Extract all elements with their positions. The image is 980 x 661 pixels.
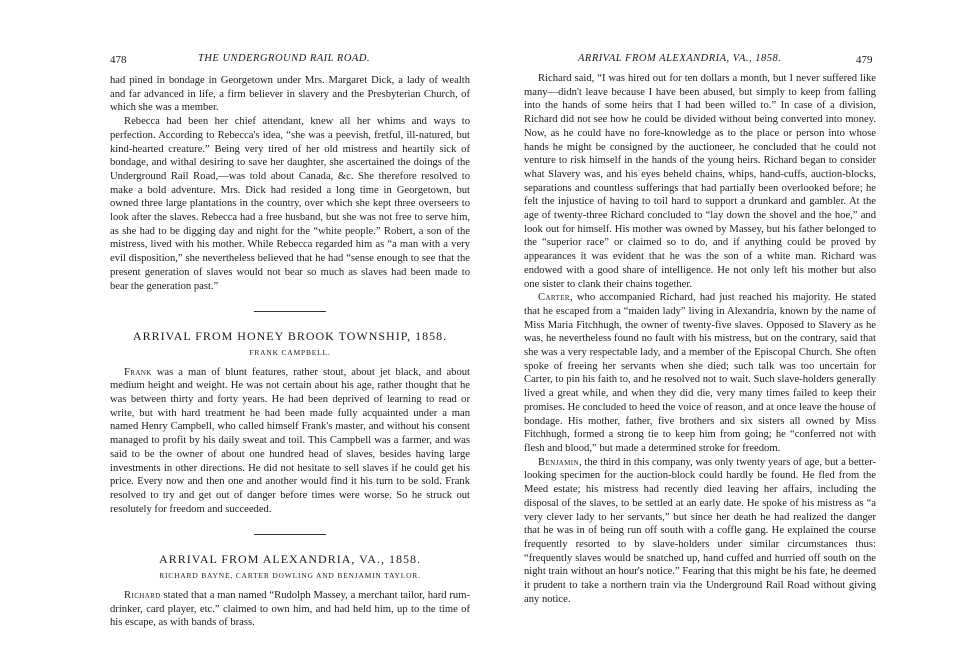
richard-paragraph	[110, 589, 470, 630]
right-text-column	[524, 72, 876, 606]
left-text-column	[110, 74, 470, 630]
right-running-head: ARRIVAL FROM ALEXANDRIA, VA., 1858.	[578, 53, 782, 64]
section-divider	[254, 311, 326, 312]
left-running-head: THE UNDERGROUND RAIL ROAD.	[198, 53, 371, 64]
frank-body: was a man of blunt features, rather stout, about jet black, and about medium height and weight. He was not certain about his age, rather thought that he was between thirty and forty years. He had been deprived of learning to read or write, but with hard treatment he had been made fully acquainted under a man named Henry Campbell, who called himself Frank's master, and without his consent managed to profit by his daily sweat and toil. This Campbell was a farmer, and was said to be the owner of about one hundred head of slaves, besides having large investments in other directions. He did not hesitate to sell slaves if he could get his price. Every now and then one and another would find it his turn to be sold. Frank resolved to try and get out of danger before times were worse. So he struck out resolutely for freedom and succeeded.	[110, 366, 470, 515]
richard-continued-paragraph: Richard said, “I was hired out for ten dollars a month, but I never suffered like many—didn't leave because I have been abused, but simply to keep from falling into the hands of some heirs that I had been willed to.” In case of a division, Richard did not see how he could be divided without being converted into money. Now, as he could have no fore-knowledge as to the place or person into whose hands he might be consigned by the auctioneer, he concluded that he could not venture to risk himself in the hands of the young heirs. Richard began to consider what Slavery was, and his eyes beheld chains, whips, hand-cuffs, auction-blocks, separations and countless sufferings that had partially been overlooked before; he felt the injustice of having to toil hard to support a drunkard and gambler. At the age of twenty-three Richard concluded to “lay down the shovel and the hoe,” and look out for himself. His mother was owned by Massey, but his father belonged to the “superior race” or claimed so to do, and if anything could be proved by appearances it was evident that he was the son of a white man. Richard was endowed with a good share of intelligence. He not only left his mother but also one sister to clank their chains together.	[524, 73, 876, 290]
richard-body: stated that a man named “Rudolph Massey, a merchant tailor, hard rum-drinker, card player, etc.” claimed to own him, and had held him, up to the time of his escape, as with bands of brass.	[110, 589, 470, 629]
section-title-alexandria: ARRIVAL FROM ALEXANDRIA, VA., 1858.	[159, 552, 421, 567]
benjamin-body: , the third in this company, was only twenty years of age, but a better-looking specimen for the auction-block could hardly be found. He fled from the Meed estate; his mistress had recently died leaving her affairs, including the disposal of the slaves, to be settled at an early date. He spoke of his mistress as “a very clever lady to her servants,” but since her death he had realized the danger that he was in of being run off south with a coffle gang. He explained the course frequently resorted to by slave-holders under similar circumstances thus: “frequently slaves would be snatched up, hand cuffed and hurried off south on the night train without an hour's notice.” Fearing that this might be his fate, he deemed it prudent to take a northern train via the Underground Rail Road without giving any notice.	[524, 456, 876, 605]
section-title-honey-brook: ARRIVAL FROM HONEY BROOK TOWNSHIP, 1858.	[132, 329, 448, 344]
rebecca-paragraph: Rebecca had been her chief attendant, knew all her whims and ways to perfection. According to Rebecca's idea, “she was a peevish, fretful, ill-natured, but kind-hearted creature.” Being very tired of her old mistress and heartily sick of bondage, and withal desiring to save her daughter, she ascertained the doings of the Underground Rail Road,—was told about Canada, &c. She therefore resolved to make a bold adventure. Mrs. Dick had resided a long time in Georgetown, but owned three large plantations in the country, over which she kept three overseers to look after the slaves. Rebecca had a free husband, but she was not free to serve him, as she had to be digging day and night for the “white people.” Robert, a son of the mistress, lived with his mother. While Rebecca regarded him as “a man with a very evil disposition,” she nevertheless believed that he had “sense enough to see that the present generation of slaves would not bear so much as slaves had been made to bear the generation past.”	[110, 116, 470, 292]
carter-body: , who accompanied Richard, had just reached his majority. He stated that he escaped from a “maiden lady” living in Alexandria, known by the name of Miss Maria Fitchhugh, the owner of twenty-five slaves. Opposed to Slavery as he was, he nevertheless found no fault with his mistress, but on the contrary, said that she was a very respectable lady, and a member of the Episcopal Church. She often spoke of freeing her servants when she died; such talk was too uncertain for Carter, to pin his faith to, and he resolved not to wait. Such slave-holders generally lived a great while, and when they did die, very many times failed to keep their promises. He concluded to heed the voice of reason, and at once leave the house of bondage. His mother, father, five brothers and six sisters all owned by Miss Fitchhugh, formed a strong tie to keep him from going; he “conferred not with flesh and blood,” but made a determined stroke for freedom.	[524, 292, 876, 454]
continuation-paragraph: had pined in bondage in Georgetown under Mrs. Margaret Dick, a lady of wealth and far advanced in life, a firm believer in slavery and the Presbyterian Church, of which she was a member.	[110, 75, 470, 114]
right-page-number: 479	[856, 54, 873, 66]
carter-lead: Carter	[538, 292, 570, 304]
frank-paragraph	[110, 366, 470, 517]
benjamin-lead: Benjamin	[538, 456, 579, 468]
right-page	[490, 0, 980, 661]
richard-lead: Richard	[124, 589, 161, 601]
benjamin-paragraph	[524, 456, 876, 607]
section-subtitle-frank: FRANK CAMPBELL.	[249, 347, 331, 357]
carter-paragraph	[524, 291, 876, 455]
left-page-number: 478	[110, 54, 127, 66]
section-subtitle-names: RICHARD BAYNE, CARTER DOWLING AND BENJAMIN TAYLOR.	[159, 571, 421, 581]
section-divider	[254, 534, 326, 535]
frank-lead: Frank	[124, 366, 152, 378]
